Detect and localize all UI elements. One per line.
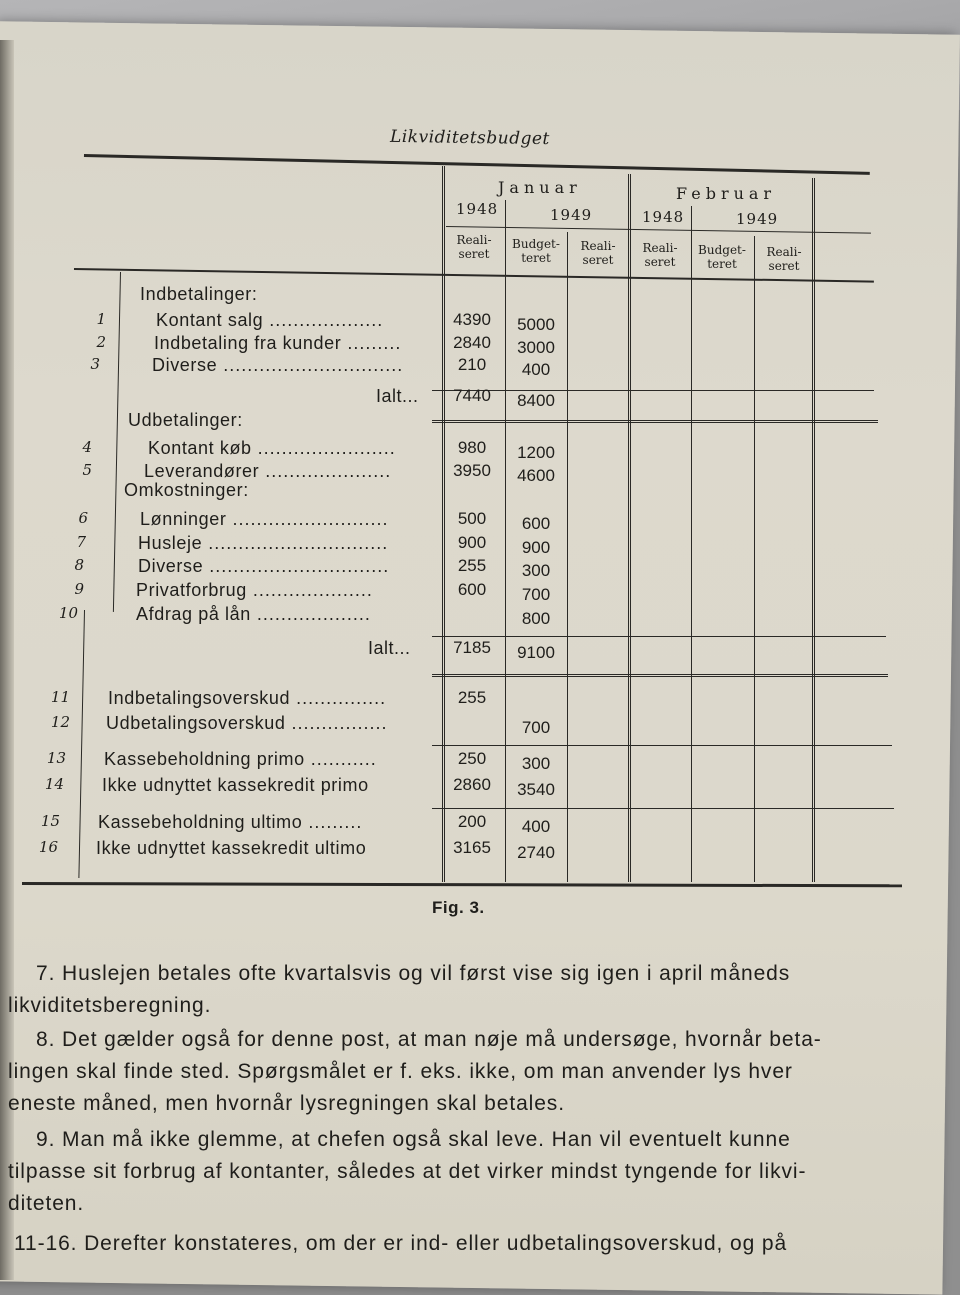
ialt1-bottom-rule: [432, 420, 878, 423]
row-number: 13: [46, 749, 66, 767]
value-januar-1948-realiseret: 600: [457, 580, 487, 599]
value-januar-1949-budgetteret: 400: [521, 817, 551, 836]
value-januar-1949-budgetteret: 5000: [517, 315, 555, 334]
leader-dots: ................: [285, 713, 388, 733]
value-januar-1949-budgetteret: 800: [521, 609, 551, 628]
month-februar: Februar: [676, 184, 777, 203]
row-label: Ikke udnyttet kassekredit primo: [102, 775, 369, 795]
ialt2-bottom-rule: [432, 674, 888, 677]
table-title: Likviditetsbudget: [389, 126, 550, 150]
row-label: Lønninger ..........................: [140, 509, 389, 529]
row-label: Husleje ..............................: [138, 533, 389, 553]
value-januar-1948-realiseret: 2860: [453, 775, 491, 794]
value-januar-1948-realiseret: 2840: [453, 333, 491, 352]
value-januar-1948-realiseret: 7440: [453, 386, 491, 405]
value-januar-1949-budgetteret: 3000: [517, 338, 555, 357]
group-15-rule: [432, 808, 894, 809]
table-row: [0, 638, 960, 662]
note-line: likviditetsberegning.: [8, 994, 212, 1017]
col-header-realiseret: Reali- seret: [456, 233, 492, 261]
value-januar-1948-realiseret: 7185: [453, 638, 491, 657]
value-januar-1948-realiseret: 980: [457, 438, 487, 457]
table-row: [0, 333, 960, 357]
table-row: [0, 509, 960, 533]
januar-year-cur: 1949: [550, 206, 593, 224]
table-row: [0, 355, 960, 379]
row-number: 16: [38, 838, 58, 856]
value-januar-1948-realiseret: 3165: [453, 838, 491, 857]
group-13-rule: [432, 745, 892, 746]
table-row: [0, 812, 960, 836]
col-header-realiseret: Reali- seret: [766, 245, 802, 273]
leader-dots: .......................: [251, 438, 396, 458]
table-row: [0, 310, 960, 334]
row-label: Kontant køb .......................: [148, 438, 396, 458]
note-9: [8, 1124, 918, 1220]
row-label: Udbetalingsoverskud ................: [106, 713, 388, 733]
note-11-16: [8, 1228, 918, 1260]
total-label: Ialt...: [376, 386, 419, 406]
table-row: [0, 838, 960, 862]
leader-dots: ...................: [250, 604, 371, 624]
value-januar-1949-budgetteret: 8400: [517, 391, 555, 410]
leader-dots: ....................: [246, 580, 373, 600]
februar-year-cur: 1949: [736, 210, 779, 228]
row-number: 6: [78, 509, 88, 527]
table-row: [0, 580, 960, 604]
value-januar-1948-realiseret: 500: [457, 509, 487, 528]
note-line: lingen skal finde sted. Spørgsmålet er f. eks. ikke, om man anvender lys hver: [8, 1060, 793, 1083]
row-number: 2: [96, 333, 106, 351]
note-line: 7. Huslejen betales ofte kvartalsvis og vil først vise sig igen i april måneds: [36, 962, 791, 985]
row-number: 8: [74, 556, 84, 574]
value-januar-1949-budgetteret: 4600: [517, 466, 555, 485]
row-number: 10: [58, 604, 78, 622]
table-row: [0, 386, 960, 410]
table-row: [0, 713, 960, 737]
row-number: 9: [74, 580, 84, 598]
value-januar-1949-budgetteret: 400: [521, 360, 551, 379]
leader-dots: .....................: [259, 461, 392, 481]
row-number: 1: [96, 310, 106, 328]
note-line: 8. Det gælder også for denne post, at man nøje må undersøge, hvornår beta-: [36, 1028, 822, 1051]
table-row: [0, 688, 960, 712]
total-label: Ialt...: [368, 638, 411, 658]
table-row: [0, 775, 960, 799]
februar-year-prev: 1948: [642, 208, 685, 226]
value-januar-1949-budgetteret: 3540: [517, 780, 555, 799]
value-januar-1949-budgetteret: 900: [521, 538, 551, 557]
row-label: Kassebeholdning ultimo .........: [98, 812, 363, 832]
note-line: 9. Man må ikke glemme, at chefen også skal leve. Han vil eventuelt kunne: [36, 1128, 791, 1151]
row-label: Ikke udnyttet kassekredit ultimo: [96, 838, 367, 858]
month-subheader-rule: [446, 226, 871, 234]
leader-dots: ...................: [263, 310, 384, 330]
januar-year-prev: 1948: [456, 200, 499, 218]
row-number: 11: [50, 688, 70, 706]
note-line: 11-16. Derefter konstateres, om der er ind- eller udbetalingsoverskud, og på: [14, 1232, 788, 1255]
note-line: tilpasse sit forbrug af kontanter, således at det virker mindst tyngende for likvi-: [8, 1160, 807, 1183]
row-label: Afdrag på lån ...................: [136, 604, 371, 624]
value-januar-1949-budgetteret: 600: [521, 514, 551, 533]
row-label: Diverse ..............................: [138, 556, 390, 576]
note-7: [8, 958, 918, 1022]
row-number: 15: [40, 812, 60, 830]
value-januar-1948-realiseret: 250: [457, 749, 487, 768]
leader-dots: .........: [341, 333, 402, 353]
table-bottom-rule: [22, 882, 902, 887]
ialt2-top-rule: [432, 636, 886, 637]
row-label: Diverse ..............................: [152, 355, 404, 375]
row-number: 5: [82, 461, 92, 479]
row-label: Privatforbrug ....................: [136, 580, 373, 600]
table-row: [0, 556, 960, 580]
value-januar-1949-budgetteret: 700: [521, 718, 551, 737]
figure-caption: Fig. 3.: [432, 898, 485, 917]
row-number: 12: [50, 713, 70, 731]
section-udbetalinger: Udbetalinger:: [128, 410, 243, 430]
value-januar-1949-budgetteret: 1200: [517, 443, 555, 462]
row-label: Kontant salg ...................: [156, 310, 384, 330]
table-row: [0, 749, 960, 773]
row-number: 3: [90, 355, 100, 373]
leader-dots: ..............................: [203, 556, 390, 576]
value-januar-1948-realiseret: 4390: [453, 310, 491, 329]
section-indbetalinger: Indbetalinger:: [140, 284, 258, 304]
value-januar-1948-realiseret: 255: [457, 688, 487, 707]
table-row: [0, 533, 960, 557]
table-top-rule: [84, 154, 870, 175]
row-number: 4: [82, 438, 92, 456]
row-label: Indbetalingsoverskud ...............: [108, 688, 387, 708]
row-number: 7: [76, 533, 86, 551]
value-januar-1949-budgetteret: 2740: [517, 843, 555, 862]
col-header-budgetteret: Budget- teret: [698, 243, 746, 271]
table-row: [0, 438, 960, 462]
note-8: [8, 1024, 918, 1120]
leader-dots: ..............................: [217, 355, 404, 375]
table-row: [0, 461, 960, 485]
value-januar-1948-realiseret: 3950: [453, 461, 491, 480]
note-line: diteten.: [8, 1192, 85, 1215]
row-label: Leverandører .....................: [144, 461, 392, 481]
section-omkostninger: Omkostninger:: [124, 480, 249, 500]
col-header-realiseret: Reali- seret: [580, 239, 616, 267]
month-januar: Januar: [498, 178, 582, 197]
leader-dots: .........: [302, 812, 363, 832]
leader-dots: ...............: [290, 688, 387, 708]
leader-dots: ..........................: [226, 509, 389, 529]
col-header-realiseret: Reali- seret: [642, 241, 678, 269]
col-header-budgetteret: Budget- teret: [512, 237, 560, 265]
value-januar-1948-realiseret: 255: [457, 556, 487, 575]
value-januar-1948-realiseret: 900: [457, 533, 487, 552]
leader-dots: ..............................: [202, 533, 389, 553]
table-row: [0, 604, 960, 628]
row-label: Kassebeholdning primo ...........: [104, 749, 377, 769]
value-januar-1949-budgetteret: 700: [521, 585, 551, 604]
row-number: 14: [44, 775, 64, 793]
leader-dots: ...........: [304, 749, 377, 769]
note-line: eneste måned, men hvornår lysregningen skal betales.: [8, 1092, 565, 1115]
value-januar-1949-budgetteret: 300: [521, 561, 551, 580]
value-januar-1949-budgetteret: 9100: [517, 643, 555, 662]
value-januar-1949-budgetteret: 300: [521, 754, 551, 773]
value-januar-1948-realiseret: 210: [457, 355, 487, 374]
row-label: Indbetaling fra kunder .........: [154, 333, 402, 353]
value-januar-1948-realiseret: 200: [457, 812, 487, 831]
